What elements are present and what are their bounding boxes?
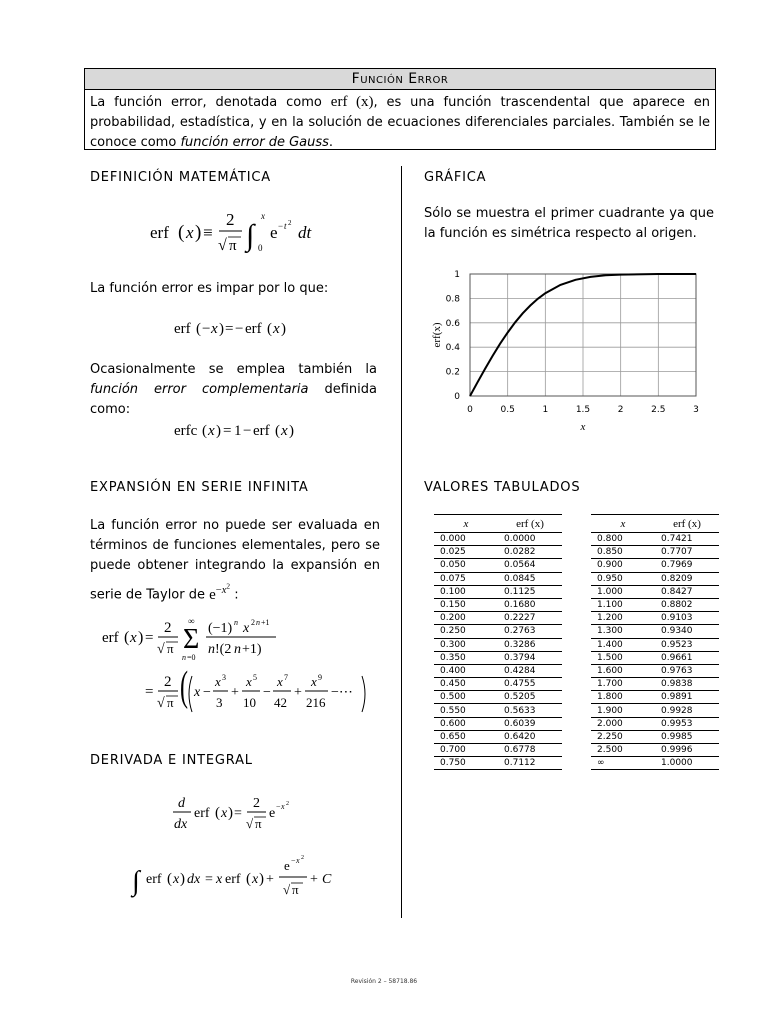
cell-x: 1.300 bbox=[591, 625, 655, 638]
svg-text:−: − bbox=[235, 321, 244, 337]
svg-text:erf: erf bbox=[194, 806, 210, 821]
svg-text:+: + bbox=[266, 872, 274, 887]
cell-erf: 0.3286 bbox=[498, 638, 562, 651]
footer-revision: Revisión 2 – 58718.86 bbox=[350, 978, 418, 985]
values-table-left bbox=[434, 514, 562, 770]
cell-x: 0.550 bbox=[434, 704, 498, 717]
svg-text:x: x bbox=[216, 872, 223, 887]
cell-erf: 0.5633 bbox=[498, 704, 562, 717]
svg-text:x: x bbox=[221, 806, 228, 821]
chart-grid bbox=[470, 274, 696, 396]
page-title: Función Error bbox=[85, 69, 715, 90]
svg-text:dx: dx bbox=[174, 817, 188, 832]
svg-text:): ) bbox=[180, 871, 185, 887]
x-tick-label: 0.5 bbox=[500, 405, 515, 415]
cell-x: 1.000 bbox=[591, 585, 655, 598]
table-row bbox=[434, 664, 562, 677]
x-tick-label: 1.5 bbox=[575, 405, 591, 415]
table-row bbox=[434, 625, 562, 638]
table-row bbox=[591, 704, 719, 717]
svg-text:n: n bbox=[256, 618, 260, 627]
cell-x: 1.100 bbox=[591, 598, 655, 611]
svg-text:=0: =0 bbox=[187, 653, 196, 662]
svg-text:(: ( bbox=[196, 321, 201, 337]
cell-erf: 0.0845 bbox=[498, 572, 562, 585]
y-tick-label: 1 bbox=[454, 270, 460, 280]
svg-text:2: 2 bbox=[286, 801, 289, 807]
svg-text:C: C bbox=[322, 872, 332, 887]
odd-text: La función error es impar por lo que: bbox=[90, 281, 329, 296]
table-row bbox=[434, 717, 562, 730]
svg-text:erf: erf bbox=[146, 872, 162, 887]
cell-x: ∞ bbox=[591, 757, 655, 770]
svg-text:x: x bbox=[296, 856, 300, 865]
svg-text:x: x bbox=[186, 223, 194, 242]
table-row bbox=[434, 691, 562, 704]
cell-erf: 1.0000 bbox=[655, 757, 719, 770]
cell-erf: 0.6778 bbox=[498, 744, 562, 757]
svg-text:7: 7 bbox=[284, 673, 288, 682]
svg-text:): ) bbox=[138, 629, 144, 646]
x-tick-label: 2 bbox=[617, 405, 624, 415]
chart-y-ticks bbox=[446, 270, 461, 402]
intro-paragraph: La función error, denotada como erf (x), es una función trascendental que aparece en probabilidad, estadística, y en la solución de ecuaciones diferenciales parciales. También se le conoce como función error de Gauss. bbox=[90, 94, 710, 150]
svg-text:): ) bbox=[228, 805, 233, 821]
svg-text:2: 2 bbox=[301, 855, 304, 861]
svg-text:erf: erf bbox=[225, 872, 241, 887]
table-row bbox=[434, 572, 562, 585]
cell-x: 0.050 bbox=[434, 559, 498, 572]
svg-text:=: = bbox=[205, 872, 213, 887]
svg-text:(: ( bbox=[275, 423, 280, 439]
svg-text:erf: erf bbox=[174, 321, 191, 337]
chart-x-ticks bbox=[467, 405, 699, 415]
svg-text:−: − bbox=[202, 321, 211, 337]
x-tick-label: 2.5 bbox=[651, 405, 666, 415]
svg-text:x: x bbox=[211, 321, 218, 337]
definition-title: DEFINICIÓN MATEMÁTICA bbox=[90, 170, 271, 185]
cell-erf: 0.8802 bbox=[655, 598, 719, 611]
svg-text:d: d bbox=[178, 796, 185, 811]
svg-text:42: 42 bbox=[274, 695, 287, 710]
svg-text:x: x bbox=[194, 685, 201, 700]
table-row bbox=[434, 638, 562, 651]
y-tick-label: 0.2 bbox=[445, 367, 460, 378]
graph-text: Sólo se muestra el primer cuadrante ya que la función es simétrica respecto al origen. bbox=[424, 206, 714, 241]
chart-y-label: erf(x) bbox=[431, 322, 443, 348]
y-tick-label: 0.8 bbox=[445, 294, 460, 305]
cell-erf: 0.2227 bbox=[498, 612, 562, 625]
cell-x: 1.500 bbox=[591, 651, 655, 664]
column-divider bbox=[401, 166, 402, 918]
derivative-title: DERIVADA E INTEGRAL bbox=[90, 753, 253, 768]
svg-text:2: 2 bbox=[164, 620, 172, 636]
svg-text:x: x bbox=[246, 674, 252, 689]
erf-chart bbox=[420, 262, 710, 444]
svg-text:+: + bbox=[310, 872, 318, 887]
svg-text:(: ( bbox=[246, 871, 251, 887]
erf-symbol: erf (x) bbox=[330, 94, 374, 110]
cell-erf: 0.9996 bbox=[655, 744, 719, 757]
cell-x: 0.300 bbox=[434, 638, 498, 651]
cell-x: 0.350 bbox=[434, 651, 498, 664]
table-row bbox=[591, 651, 719, 664]
svg-text:∫: ∫ bbox=[246, 219, 255, 252]
header-box bbox=[84, 68, 716, 150]
cell-x: 0.075 bbox=[434, 572, 498, 585]
cell-erf: 0.3794 bbox=[498, 651, 562, 664]
svg-text:2: 2 bbox=[288, 219, 292, 227]
svg-text:(: ( bbox=[180, 664, 188, 711]
svg-text:2: 2 bbox=[164, 674, 172, 690]
table-row bbox=[591, 744, 719, 757]
svg-text:=: = bbox=[145, 684, 154, 700]
odd-equation bbox=[172, 316, 312, 340]
svg-text:n: n bbox=[234, 618, 238, 627]
cell-x: 1.900 bbox=[591, 704, 655, 717]
cell-x: 0.000 bbox=[434, 533, 498, 546]
definition-equation bbox=[148, 205, 328, 257]
cell-x: 1.600 bbox=[591, 664, 655, 677]
svg-text:10: 10 bbox=[243, 695, 256, 710]
table-row bbox=[434, 546, 562, 559]
svg-text:x: x bbox=[281, 423, 288, 439]
cell-x: 0.200 bbox=[434, 612, 498, 625]
graph-title: GRÁFICA bbox=[424, 170, 487, 185]
svg-text:√: √ bbox=[218, 237, 227, 254]
svg-text:9: 9 bbox=[318, 673, 322, 682]
table-row bbox=[591, 757, 719, 770]
svg-text:x: x bbox=[311, 674, 317, 689]
cell-x: 2.000 bbox=[591, 717, 655, 730]
table-row bbox=[591, 533, 719, 546]
cell-erf: 0.7707 bbox=[655, 546, 719, 559]
svg-text:=: = bbox=[145, 630, 154, 646]
svg-text:2: 2 bbox=[251, 618, 255, 627]
svg-text:e: e bbox=[270, 223, 278, 242]
table-row bbox=[434, 533, 562, 546]
svg-text:x: x bbox=[215, 674, 221, 689]
svg-text:0: 0 bbox=[258, 243, 263, 253]
svg-text:≡: ≡ bbox=[203, 223, 213, 242]
svg-text:+1): +1) bbox=[242, 642, 262, 657]
cell-x: 0.100 bbox=[434, 585, 498, 598]
cell-x: 0.450 bbox=[434, 678, 498, 691]
cell-erf: 0.9928 bbox=[655, 704, 719, 717]
cell-x: 0.650 bbox=[434, 730, 498, 743]
table-row bbox=[434, 651, 562, 664]
svg-text:+1: +1 bbox=[261, 618, 270, 627]
table-header-x: x bbox=[434, 515, 498, 533]
svg-text:−⋯: −⋯ bbox=[331, 685, 353, 700]
svg-text:(−1): (−1) bbox=[208, 621, 233, 636]
svg-text:x: x bbox=[281, 802, 285, 811]
table-header-erf: erf (x) bbox=[498, 515, 562, 533]
series-text: La función error no puede ser evaluada en términos de funciones elementales, pero se puede obtener integrando la expansión en serie de Taylor de $e^{-x^2}$ : bbox=[90, 518, 380, 603]
svg-text:): ) bbox=[259, 871, 264, 887]
cell-x: 0.025 bbox=[434, 546, 498, 559]
table-row bbox=[434, 730, 562, 743]
svg-text:1: 1 bbox=[234, 423, 242, 439]
svg-text:n: n bbox=[234, 642, 241, 657]
cell-erf: 0.4755 bbox=[498, 678, 562, 691]
cell-erf: 0.9891 bbox=[655, 691, 719, 704]
integral-equation bbox=[130, 852, 350, 902]
cell-x: 0.250 bbox=[434, 625, 498, 638]
table-row bbox=[591, 717, 719, 730]
svg-text:): ) bbox=[216, 423, 221, 439]
svg-text:x: x bbox=[130, 630, 137, 646]
svg-text:(: ( bbox=[267, 321, 272, 337]
svg-text:π: π bbox=[167, 641, 174, 656]
table-row bbox=[591, 598, 719, 611]
svg-text:n: n bbox=[208, 642, 215, 657]
svg-text:3: 3 bbox=[222, 673, 226, 682]
svg-text:5: 5 bbox=[253, 673, 257, 682]
svg-text:−: − bbox=[203, 685, 211, 700]
svg-text:x: x bbox=[208, 423, 215, 439]
svg-text:√: √ bbox=[283, 882, 291, 897]
cell-erf: 0.5205 bbox=[498, 691, 562, 704]
table-row bbox=[591, 730, 719, 743]
svg-text:Σ: Σ bbox=[183, 624, 200, 655]
cell-x: 0.600 bbox=[434, 717, 498, 730]
svg-text:t: t bbox=[284, 221, 287, 231]
svg-text:π: π bbox=[229, 238, 237, 254]
cell-x: 2.500 bbox=[591, 744, 655, 757]
svg-text:+: + bbox=[231, 685, 239, 700]
cell-x: 0.500 bbox=[434, 691, 498, 704]
cell-erf: 0.9985 bbox=[655, 730, 719, 743]
svg-text:n: n bbox=[182, 653, 186, 662]
table-row bbox=[434, 678, 562, 691]
svg-text:erf: erf bbox=[253, 423, 270, 439]
cell-erf: 0.9340 bbox=[655, 625, 719, 638]
table-row bbox=[591, 612, 719, 625]
cell-erf: 0.9661 bbox=[655, 651, 719, 664]
table-row bbox=[434, 744, 562, 757]
complementary-equation bbox=[172, 418, 312, 442]
table-row bbox=[591, 572, 719, 585]
table-row bbox=[434, 598, 562, 611]
svg-text:): ) bbox=[195, 222, 202, 243]
series-title: EXPANSIÓN EN SERIE INFINITA bbox=[90, 480, 309, 495]
table-row bbox=[591, 559, 719, 572]
svg-text:dx: dx bbox=[187, 872, 201, 887]
table-row bbox=[434, 559, 562, 572]
svg-text:(: ( bbox=[178, 222, 185, 243]
cell-erf: 0.1680 bbox=[498, 598, 562, 611]
x-tick-label: 3 bbox=[693, 405, 699, 415]
svg-text:216: 216 bbox=[306, 695, 326, 710]
table-row bbox=[591, 625, 719, 638]
cell-erf: 0.1125 bbox=[498, 585, 562, 598]
svg-text:∞: ∞ bbox=[188, 616, 195, 626]
y-tick-label: 0.6 bbox=[445, 318, 460, 329]
svg-text:π: π bbox=[292, 882, 299, 897]
svg-text:√: √ bbox=[157, 696, 165, 711]
svg-text:(: ( bbox=[167, 871, 172, 887]
cell-erf: 0.7421 bbox=[655, 533, 719, 546]
table-row bbox=[591, 638, 719, 651]
cell-erf: 0.4284 bbox=[498, 664, 562, 677]
svg-text:): ) bbox=[281, 321, 286, 337]
svg-text:π: π bbox=[167, 695, 174, 710]
cell-erf: 0.9523 bbox=[655, 638, 719, 651]
cell-erf: 0.6039 bbox=[498, 717, 562, 730]
cell-x: 0.150 bbox=[434, 598, 498, 611]
svg-text:−: − bbox=[243, 423, 252, 439]
cell-x: 1.400 bbox=[591, 638, 655, 651]
table-header-erf: erf (x) bbox=[655, 515, 719, 533]
svg-text:√: √ bbox=[157, 642, 165, 657]
cell-erf: 0.9953 bbox=[655, 717, 719, 730]
svg-text:dt: dt bbox=[298, 223, 312, 242]
table-row bbox=[434, 757, 562, 770]
y-tick-label: 0 bbox=[454, 392, 460, 402]
svg-text:x: x bbox=[243, 621, 250, 636]
svg-text:): ) bbox=[219, 321, 224, 337]
svg-text:3: 3 bbox=[216, 695, 223, 710]
svg-text:−: − bbox=[276, 802, 281, 811]
tables-title: VALORES TABULADOS bbox=[424, 480, 581, 495]
x-tick-label: 0 bbox=[467, 405, 473, 415]
cell-x: 1.200 bbox=[591, 612, 655, 625]
svg-text:+: + bbox=[294, 685, 302, 700]
table-header-x: x bbox=[591, 515, 655, 533]
cell-x: 2.250 bbox=[591, 730, 655, 743]
cell-erf: 0.7112 bbox=[498, 757, 562, 770]
cell-erf: 0.8209 bbox=[655, 572, 719, 585]
svg-text:erf: erf bbox=[245, 321, 262, 337]
cell-erf: 0.0000 bbox=[498, 533, 562, 546]
svg-text:x: x bbox=[277, 674, 283, 689]
cell-erf: 0.2763 bbox=[498, 625, 562, 638]
cell-erf: 0.9103 bbox=[655, 612, 719, 625]
cell-x: 0.400 bbox=[434, 664, 498, 677]
cell-erf: 0.0282 bbox=[498, 546, 562, 559]
table-row bbox=[591, 678, 719, 691]
table-row bbox=[591, 585, 719, 598]
table-row bbox=[434, 612, 562, 625]
cell-erf: 0.9838 bbox=[655, 678, 719, 691]
table-row bbox=[591, 546, 719, 559]
svg-text:e: e bbox=[284, 858, 290, 873]
svg-text:erf: erf bbox=[150, 223, 169, 242]
table-row bbox=[591, 664, 719, 677]
svg-text:π: π bbox=[255, 816, 262, 831]
svg-text:−: − bbox=[291, 856, 296, 865]
svg-text:∫: ∫ bbox=[132, 866, 140, 897]
cell-x: 0.800 bbox=[591, 533, 655, 546]
svg-text:−: − bbox=[263, 685, 271, 700]
svg-text:=: = bbox=[223, 423, 232, 439]
svg-text:erf: erf bbox=[102, 630, 119, 646]
svg-text:e: e bbox=[269, 806, 276, 821]
svg-text:x: x bbox=[252, 872, 259, 887]
cell-x: 0.750 bbox=[434, 757, 498, 770]
cell-erf: 0.0564 bbox=[498, 559, 562, 572]
svg-text:!(2: !(2 bbox=[215, 642, 232, 657]
svg-text:2: 2 bbox=[253, 796, 260, 811]
cell-x: 0.900 bbox=[591, 559, 655, 572]
svg-text:x: x bbox=[173, 872, 180, 887]
cell-erf: 0.9763 bbox=[655, 664, 719, 677]
svg-text:x: x bbox=[273, 321, 280, 337]
svg-text:(: ( bbox=[124, 629, 130, 646]
table-row bbox=[434, 585, 562, 598]
chart-x-label: x bbox=[580, 421, 586, 433]
x-tick-label: 1 bbox=[542, 405, 549, 415]
cell-x: 0.950 bbox=[591, 572, 655, 585]
y-tick-label: 0.4 bbox=[445, 343, 460, 354]
series-equation bbox=[100, 612, 380, 722]
svg-text:=: = bbox=[234, 806, 242, 821]
values-table-right bbox=[591, 514, 719, 770]
cell-x: 1.800 bbox=[591, 691, 655, 704]
svg-text:(: ( bbox=[202, 423, 207, 439]
cell-erf: 0.8427 bbox=[655, 585, 719, 598]
cell-erf: 0.6420 bbox=[498, 730, 562, 743]
cell-x: 0.850 bbox=[591, 546, 655, 559]
svg-text:): ) bbox=[289, 423, 294, 439]
svg-text:(: ( bbox=[215, 805, 220, 821]
svg-text:x: x bbox=[261, 211, 265, 221]
svg-text:erfc: erfc bbox=[174, 423, 198, 439]
table-row bbox=[591, 691, 719, 704]
svg-text:√: √ bbox=[246, 816, 254, 831]
gauss-term: función error de Gauss bbox=[180, 135, 329, 150]
svg-text:−: − bbox=[278, 221, 284, 231]
cell-erf: 0.7969 bbox=[655, 559, 719, 572]
table-row bbox=[434, 704, 562, 717]
derivative-equation bbox=[170, 790, 320, 836]
svg-text:2: 2 bbox=[226, 210, 235, 229]
cell-x: 0.700 bbox=[434, 744, 498, 757]
complementary-text: Ocasionalmente se emplea también la función error complementaria definida como: bbox=[90, 362, 377, 417]
svg-text:=: = bbox=[225, 321, 234, 337]
cell-x: 1.700 bbox=[591, 678, 655, 691]
